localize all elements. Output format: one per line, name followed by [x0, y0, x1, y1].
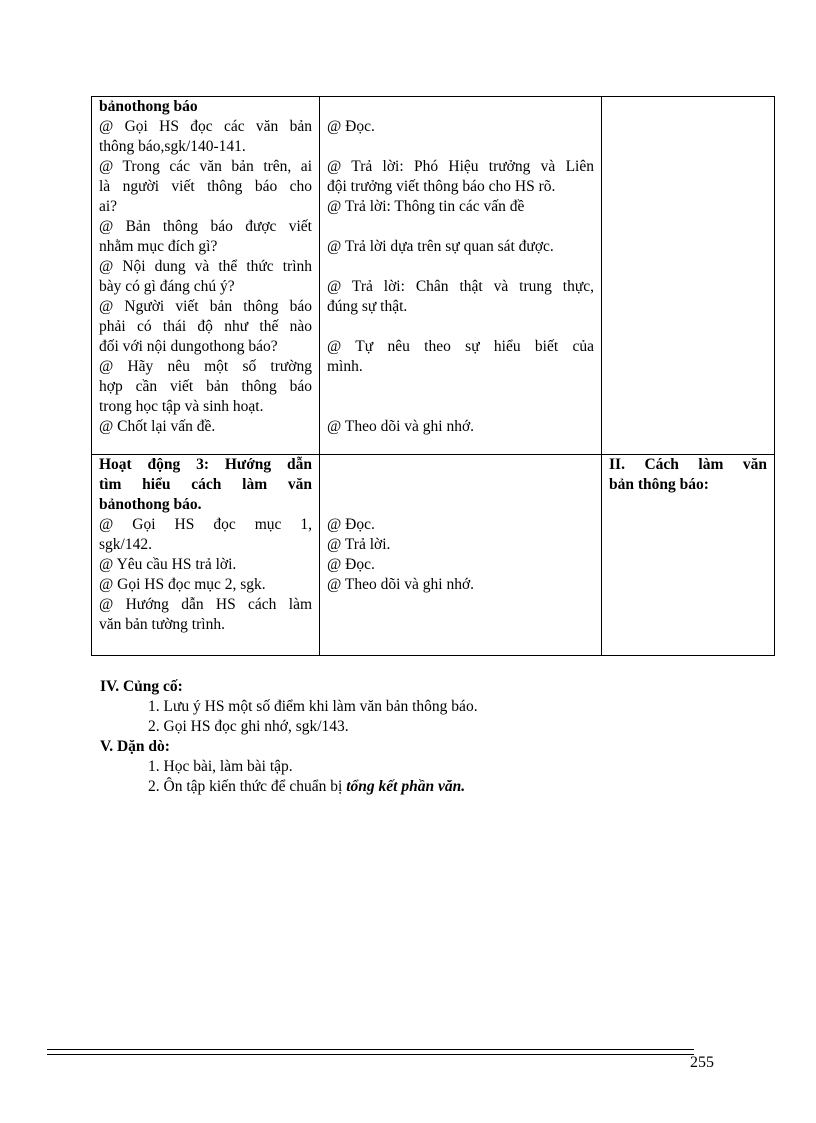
content-cell	[602, 455, 775, 656]
teacher-line: @ Nội dung và thể thức trình	[99, 258, 312, 275]
homework-item	[100, 777, 740, 797]
spacer	[327, 377, 594, 397]
teacher-line: @ Trong các văn bản trên, ai	[99, 158, 312, 175]
teacher-line: nhằm mục đích gì?	[99, 238, 218, 255]
teacher-line: trong học tập và sinh hoạt.	[99, 398, 264, 415]
student-line: @ Trả lời: Thông tin các vấn đề	[327, 198, 525, 215]
activity-title-line: Hoạt động 3: Hướng dẫn	[99, 456, 312, 473]
teacher-line: @ Yêu cầu HS trả lời.	[99, 556, 237, 573]
teacher-line: @ Gọi HS đọc các văn bản	[99, 118, 312, 135]
spacer	[327, 137, 594, 157]
spacer	[327, 475, 594, 495]
student-line: @ Trả lời dựa trên sự quan sát được.	[327, 238, 554, 255]
student-activity-cell	[320, 97, 602, 455]
teacher-line: thông báo,sgk/140-141.	[99, 138, 246, 155]
spacer	[327, 455, 594, 475]
teacher-line: là người viết thông báo cho	[99, 178, 312, 195]
review-item: 2. Gọi HS đọc ghi nhớ, sgk/143.	[148, 718, 349, 735]
page-number: 255	[690, 1054, 714, 1071]
homework-item: 1. Học bài, làm bài tập.	[148, 758, 293, 775]
teacher-line: ai?	[99, 198, 118, 215]
student-line: @ Theo dõi và ghi nhớ.	[327, 576, 475, 593]
spacer	[327, 317, 594, 337]
student-line: đội trưởng viết thông báo cho HS rõ.	[327, 178, 556, 195]
student-line: @ Đọc.	[327, 118, 375, 135]
content-title-line: II. Cách làm văn	[609, 456, 767, 473]
content-cell	[602, 97, 775, 455]
table-row	[92, 455, 775, 656]
student-line: @ Đọc.	[327, 556, 375, 573]
spacer	[327, 495, 594, 515]
homework-item-text: 2. Ôn tập kiến thức để chuẩn bị	[148, 778, 347, 795]
student-line: @ Trả lời.	[327, 536, 391, 553]
homework-heading: V. Dặn dò:	[100, 738, 170, 755]
homework-item-emphasis: tổng kết phần văn.	[346, 778, 466, 795]
lesson-table	[91, 96, 775, 656]
teacher-activity-cell	[92, 97, 320, 455]
spacer	[327, 257, 594, 277]
teacher-line: hợp cần viết bản thông báo	[99, 378, 312, 395]
teacher-line: bảnothong báo	[99, 98, 198, 115]
teacher-line: văn bản tường trình.	[99, 616, 225, 633]
teacher-line: @ Hướng dẫn HS cách làm	[99, 596, 312, 613]
student-line: đúng sự thật.	[327, 298, 408, 315]
student-line: @ Trả lời: Phó Hiệu trưởng và Liên	[327, 158, 594, 175]
footer-divider	[47, 1049, 694, 1055]
teacher-line: sgk/142.	[99, 536, 152, 553]
spacer	[327, 97, 594, 117]
teacher-line: @ Hãy nêu một số trường	[99, 358, 312, 375]
content-title-line: bản thông báo:	[609, 476, 709, 493]
teacher-line: bày có gì đáng chú ý?	[99, 278, 235, 295]
spacer	[327, 397, 594, 417]
activity-title-line: tìm hiểu cách làm văn	[99, 476, 312, 493]
review-item: 1. Lưu ý HS một số điểm khi làm văn bản thông báo.	[148, 698, 478, 715]
teacher-line: @ Chốt lại vấn đề.	[99, 418, 216, 435]
teacher-line: đối với nội dungothong báo?	[99, 338, 278, 355]
teacher-line: @ Bản thông báo được viết	[99, 218, 312, 235]
teacher-line: @ Người viết bản thông báo	[99, 298, 312, 315]
student-line: @ Trả lời: Chân thật và trung thực,	[327, 278, 594, 295]
lesson-summary	[100, 677, 740, 797]
spacer	[327, 217, 594, 237]
student-line: @ Theo dõi và ghi nhớ.	[327, 418, 475, 435]
student-line: @ Đọc.	[327, 516, 375, 533]
student-line: @ Tự nêu theo sự hiểu biết của	[327, 338, 594, 355]
review-heading: IV. Củng cố:	[100, 678, 183, 695]
student-line: mình.	[327, 358, 363, 375]
activity-title-line: bảnothong báo.	[99, 496, 202, 513]
teacher-line: @ Gọi HS đọc mục 1,	[99, 516, 312, 533]
teacher-line: phải có thái độ như thế nào	[99, 318, 312, 335]
teacher-line: @ Gọi HS đọc mục 2, sgk.	[99, 576, 266, 593]
table-row	[92, 97, 775, 455]
student-activity-cell	[320, 455, 602, 656]
teacher-activity-cell	[92, 455, 320, 656]
